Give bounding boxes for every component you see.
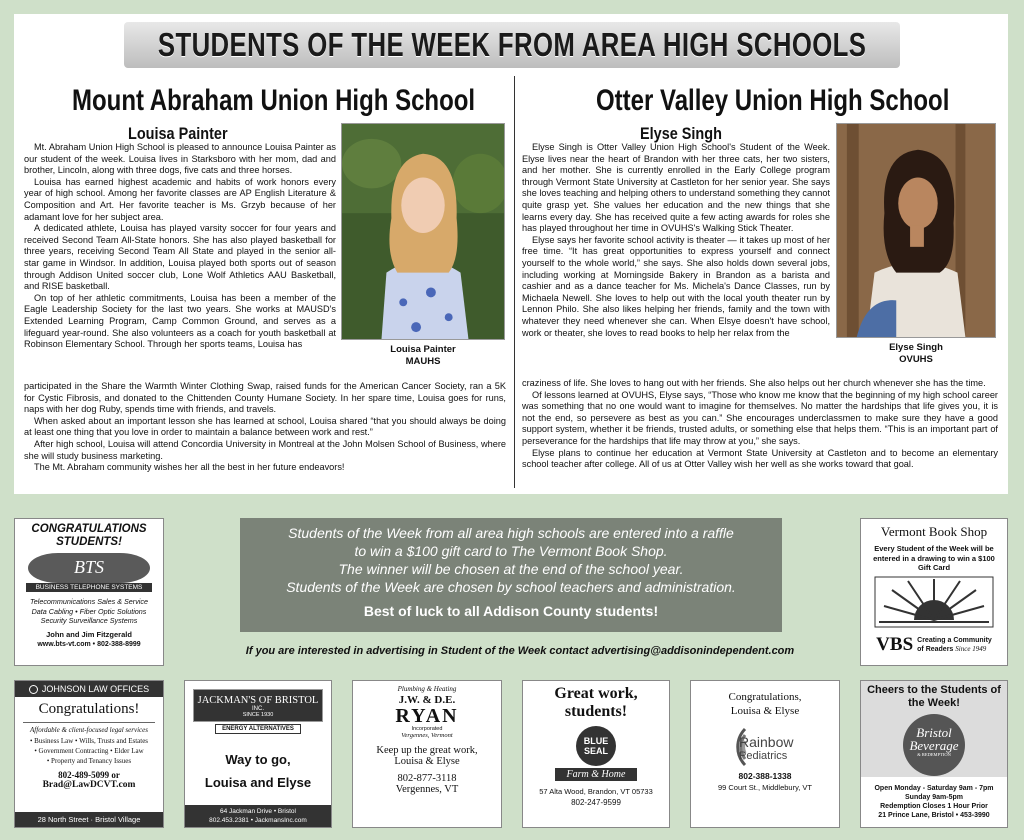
paragraph: craziness of life. She loves to hang out with her friends. She also helps out her church whenever she has the time. bbox=[522, 378, 986, 388]
right-body-narrow bbox=[522, 142, 830, 339]
vbs-ad[interactable] bbox=[860, 518, 1008, 666]
bristol-logo-sub: & REDEMPTION bbox=[917, 752, 951, 757]
bristol-hours: Redemption Closes 1 Hour Prior bbox=[880, 803, 988, 810]
rainbow-logo: Rainbow bbox=[739, 734, 794, 750]
bristol-logo bbox=[903, 714, 965, 776]
bristol-logo-text: Bristol bbox=[916, 725, 952, 740]
raffle-line: Students of the Week are chosen by school teachers and administration. bbox=[286, 579, 736, 595]
vbs-since: Since 1949 bbox=[955, 644, 987, 653]
jackmans-inc: INC. bbox=[252, 706, 264, 712]
blueseal-sub: Farm & Home bbox=[555, 768, 637, 781]
caption-school: OVUHS bbox=[899, 354, 933, 365]
bts-service: Security Surveillance Systems bbox=[40, 616, 138, 625]
bristol-hours: Sunday 9am-5pm bbox=[905, 794, 963, 801]
caption-school: MAUHS bbox=[405, 356, 441, 367]
banner-title: STUDENTS OF THE WEEK FROM AREA HIGH SCHOOLS bbox=[157, 26, 867, 63]
raffle-line: Students of the Week from all area high schools are entered into a raffle bbox=[288, 525, 734, 541]
bristol-address: 21 Prince Lane, Bristol • 453-3990 bbox=[878, 812, 990, 819]
jackmans-address: 64 Jackman Drive • Bristol bbox=[220, 808, 296, 815]
paragraph: Elyse plans to continue her education at Vermont State University at Castleton and to become an elementary school teacher after college. All of us at Otter Valley wish her well as she works toward that goal. bbox=[522, 447, 998, 470]
paragraph: Louisa has earned highest academic and habits of work honors every year of high school. Among her favorite classes are AP English Literature & Composition and Art. Her favorite teacher is Ms. Grzyb because of her adamant love for her subject area. bbox=[24, 176, 336, 222]
paragraph: When asked about an important lesson she has learned at school, Louisa shared “that you should always be doing at least one thing that you love in order to maintain a balance between work and rest.” bbox=[24, 415, 506, 438]
paragraph: The Mt. Abraham community wishes her all the best in her future endeavors! bbox=[34, 462, 345, 473]
blueseal-address: 57 Alta Wood, Brandon, VT 05733 bbox=[539, 787, 653, 796]
vbs-tagline: of Readers bbox=[917, 645, 954, 653]
rainbow-msg: Congratulations, bbox=[728, 691, 802, 703]
caption-name: Elyse Singh bbox=[889, 342, 943, 353]
johnson-congrats: Congratulations! bbox=[38, 701, 140, 717]
bts-headline: CONGRATULATIONS STUDENTS! bbox=[31, 523, 147, 548]
paragraph: Mt. Abraham Union High School is pleased to announce Louisa Painter as our student of the week. Louisa lives in Starksboro with her mom, dad and brother, Lincoln, along with three dogs, five cats and three horses. bbox=[24, 142, 336, 176]
raffle-box bbox=[240, 518, 782, 632]
vbs-name: Vermont Book Shop bbox=[880, 524, 988, 539]
johnson-email[interactable]: Brad@LawDCVT.com bbox=[42, 780, 136, 790]
blueseal-logo-text: BLUE bbox=[583, 736, 609, 746]
paragraph: A dedicated athlete, Louisa has played varsity soccer for four years and received Second Team All-State honors. She has also played basketball for three years, receiving Second Team All State and played in the senior all-star game in Windsor. In addition, Louisa played both sports out of season through Addison United soccer club, Lone Wolf Athletics AAU Basketball, and RISE basketball. bbox=[24, 223, 336, 292]
column-divider bbox=[514, 76, 515, 488]
bristol-hours: Open Monday - Saturday 9am - 7pm bbox=[874, 785, 994, 792]
ryan-msg: Keep up the great work, bbox=[376, 745, 478, 756]
raffle-best-luck: Best of luck to all Addison County students! bbox=[363, 603, 659, 619]
sunburst-icon bbox=[874, 576, 994, 628]
bts-service: Data Cabling • Fiber Optic Solutions bbox=[31, 606, 147, 616]
paragraph: participated in the Share the Warmth Winter Clothing Swap, raised funds for the American Cancer Society, ran a 5K for Cystic Fibrosis, and donated to the Chittenden County Humane Society. In her spare time, Louisa goes for runs, naps with her dog Ruby, spends time with friends, and travels. bbox=[24, 381, 506, 415]
jackmans-since: SINCE 1930 bbox=[242, 712, 274, 718]
bts-contact[interactable]: www.bts-vt.com • 802-388-8999 bbox=[37, 640, 141, 648]
paragraph: On top of her athletic commitments, Louisa has been a member of the Eagle Leadership Society for the last two years. She works at MAUSD's Extended Learning Program, Camp Common Ground, and serves as a lifeguard year-round. She also volunteers as a coach for youth basketball at Robinson Elementary School. Through her sports teams, Louisa has bbox=[24, 292, 336, 350]
rainbow-phone: 802-388-1338 bbox=[738, 771, 792, 781]
johnson-phone: 802-489-5099 or bbox=[58, 770, 120, 780]
advertising-contact[interactable]: If you are interested in advertising in Student of the Week contact advertising@addisonindependent.com bbox=[245, 645, 795, 657]
jackmans-name: JACKMAN'S OF BRISTOL bbox=[197, 695, 319, 706]
bts-ad[interactable] bbox=[14, 518, 164, 666]
jackmans-energy: ENERGY ALTERNATIVES bbox=[215, 724, 301, 734]
left-student-name: Louisa Painter bbox=[128, 124, 228, 143]
blueseal-logo-text: SEAL bbox=[583, 746, 608, 756]
bristol-beverage-ad[interactable] bbox=[860, 680, 1008, 828]
left-school-title: Mount Abraham Union High School bbox=[72, 84, 476, 117]
jackmans-contact[interactable]: 802.453.2381 • JackmansInc.com bbox=[209, 817, 307, 824]
bts-subtitle: BUSINESS TELEPHONE SYSTEMS bbox=[26, 583, 152, 592]
paragraph: Elyse Singh is Otter Valley Union High School's Student of the Week. Elyse lives near the heart of Brandon with her three cats, her two sisters, and her mother. She is currently enrolled in the Early College program through Vermont State University at Castleton for her senior year. She says she loves teaching and helping others to understand something they cannot quite grasp yet. She values her education and the new things that she learns every day. She has received quite a few acting awards for roles she has played throughout her time in OVUHS's Walking Stick Theater. bbox=[522, 142, 830, 234]
johnson-header: JOHNSON LAW OFFICES bbox=[41, 684, 150, 694]
ryan-phone: 802-877-3118 bbox=[397, 773, 457, 784]
bts-service: Telecommunications Sales & Service bbox=[30, 597, 148, 606]
left-body-narrow bbox=[24, 142, 336, 351]
jackmans-msg: Way to go, bbox=[225, 752, 291, 767]
jackmans-msg: Louisa and Elyse bbox=[204, 775, 312, 790]
rainbow-pediatrics-ad[interactable] bbox=[690, 680, 840, 828]
ryan-ad[interactable] bbox=[352, 680, 502, 828]
ryan-town: Vergennes, VT bbox=[395, 784, 459, 795]
ryan-arc-top: Plumbing & Heating bbox=[397, 685, 457, 693]
bts-names: John and Jim Fitzgerald bbox=[46, 629, 132, 639]
raffle-line: The winner will be chosen at the end of the school year. bbox=[338, 561, 684, 577]
johnson-law-ad[interactable] bbox=[14, 680, 164, 828]
vbs-tagline: Creating a Community bbox=[917, 636, 992, 644]
bristol-logo-text: Beverage bbox=[909, 738, 959, 753]
ryan-initials: J.W. & D.E. bbox=[398, 694, 456, 706]
elyse-caption bbox=[836, 342, 996, 366]
louisa-caption bbox=[341, 344, 505, 368]
caption-name: Louisa Painter bbox=[390, 344, 456, 355]
right-student-name: Elyse Singh bbox=[640, 124, 722, 143]
ryan-arc-bottom: Vergennes, Vermont bbox=[401, 732, 453, 739]
raffle-line: to win a $100 gift card to The Vermont Book Shop. bbox=[354, 543, 668, 559]
elyse-photo bbox=[836, 123, 996, 338]
rainbow-logo-sub: Pediatrics bbox=[739, 750, 788, 762]
bristol-headline: Cheers to the Students of the Week! bbox=[867, 684, 1001, 709]
paragraph: After high school, Louisa will attend Concordia University in Montreal at the John Molsen School of Business, where she will study business marketing. bbox=[24, 438, 506, 461]
scale-icon bbox=[29, 685, 38, 694]
vbs-text: Every Student of the Week will be entered in a drawing to win a $100 Gift Card bbox=[873, 544, 995, 572]
rainbow-msg: Louisa & Elyse bbox=[730, 705, 800, 717]
ryan-name: RYAN bbox=[395, 705, 459, 727]
blueseal-phone: 802-247-9599 bbox=[571, 798, 621, 807]
johnson-service: • Business Law • Wills, Trusts and Estates bbox=[29, 737, 149, 745]
paragraph: Elyse says her favorite school activity is theater — it takes up most of her free time. “It has great opportunities to express yourself and connect yourself to the whole world,” she says. She also holds down several jobs, including working at Morningside Bakery in Brandon as a barista and cashier and as a dance teacher for Ms. Michela's Dance Classes, run by Michaela Newell. She loves to help out with the local youth theater run by Lennon Philo. She also likes helping her friends, family and the town with whatever they need whenever she can. When Elsye doesn't have school, work or theater, she loves to read books to help her relax from the bbox=[522, 234, 830, 338]
johnson-intro: Affordable & client-focused legal services bbox=[30, 726, 148, 734]
paragraph: Of lessons learned at OVUHS, Elyse says, “Those who know me know that the beginning of my high school career was something that no one would want to imagine for themselves. No matter the hardships that life gives you, it is not the end, so persevere as best as you can.” She encourages underclassmen to make sure they have a good support system, whether it be friends, trusted adults, or something else that helps them. “This is an important part of perseverance for the hardships that life may throw at you,” she says. bbox=[522, 389, 998, 446]
right-body-wide bbox=[522, 378, 998, 471]
louisa-photo bbox=[341, 123, 505, 340]
ryan-inc: Incorporated bbox=[411, 726, 443, 732]
johnson-service: • Property and Tenancy Issues bbox=[46, 757, 132, 765]
right-school-title: Otter Valley Union High School bbox=[596, 84, 950, 117]
ryan-msg: Louisa & Elyse bbox=[394, 756, 460, 767]
jackmans-ad[interactable] bbox=[184, 680, 332, 828]
left-body-wide bbox=[24, 381, 506, 474]
blue-seal-ad[interactable] bbox=[522, 680, 670, 828]
blueseal-msg: Great work, students! bbox=[554, 685, 638, 720]
rainbow-address: 99 Court St., Middlebury, VT bbox=[717, 783, 813, 792]
vbs-logo: VBS bbox=[876, 633, 914, 655]
johnson-address: 28 North Street · Bristol Village bbox=[15, 812, 163, 827]
banner bbox=[124, 22, 900, 68]
blueseal-logo bbox=[576, 726, 616, 766]
johnson-service: • Government Contracting • Elder Law bbox=[34, 747, 144, 755]
bts-logo: BTS bbox=[28, 553, 150, 583]
